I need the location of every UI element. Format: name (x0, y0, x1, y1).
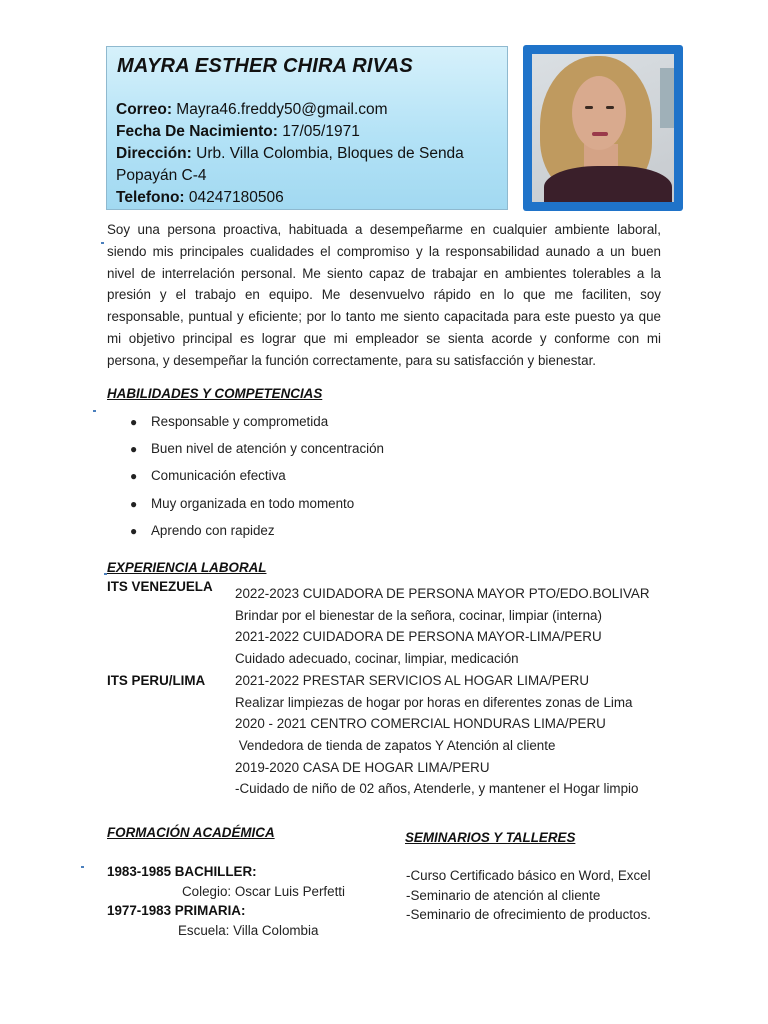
skill-text: Comunicación efectiva (151, 468, 286, 484)
seminars-title: SEMINARIOS Y TALLERES (405, 830, 576, 845)
photo-background-shelf (660, 68, 674, 128)
experience-line: Vendedora de tienda de zapatos Y Atención al cliente (235, 737, 556, 753)
candidate-name: MAYRA ESTHER CHIRA RIVAS (117, 55, 413, 77)
birthdate-label: Fecha De Nacimiento: (116, 123, 278, 140)
bullet-icon: ● (130, 415, 138, 429)
margin-marker (101, 242, 104, 244)
phone-row (116, 187, 464, 209)
header-contact-box (106, 46, 508, 210)
experience-org-peru: ITS PERU/LIMA (107, 673, 206, 688)
seminar-item: -Seminario de ofrecimiento de productos. (406, 907, 651, 922)
seminar-item: -Seminario de atención al cliente (406, 887, 601, 903)
experience-line: 2021-2022 PRESTAR SERVICIOS AL HOGAR LIMA/PERU (235, 672, 589, 688)
experience-title: EXPERIENCIA LABORAL (107, 560, 267, 575)
education-title: FORMACIÓN ACADÉMICA (107, 825, 275, 840)
education-degree: 1977-1983 PRIMARIA: (107, 903, 246, 918)
experience-line: Brindar por el bienestar de la señora, cocinar, limpiar (interna) (235, 607, 602, 623)
margin-marker (104, 573, 107, 575)
experience-line: 2022-2023 CUIDADORA DE PERSONA MAYOR PTO/EDO.BOLIVAR (235, 586, 650, 601)
email-row (116, 99, 464, 121)
skill-text: Aprendo con rapidez (151, 522, 275, 538)
address-value: Urb. Villa Colombia, Bloques de Senda (196, 145, 464, 162)
experience-line: 2021-2022 CUIDADORA DE PERSONA MAYOR-LIMA/PERU (235, 629, 602, 645)
bullet-icon: ● (130, 523, 138, 538)
experience-list (235, 583, 650, 800)
skill-item (130, 412, 384, 439)
skill-item (130, 494, 384, 521)
contact-details (116, 99, 464, 209)
address-row-2 (116, 165, 464, 187)
photo-left-eye (585, 106, 593, 109)
skill-text: Buen nivel de atención y concentración (151, 441, 385, 457)
phone-label: Telefono: (116, 189, 185, 206)
photo-mouth (592, 132, 608, 136)
skills-title: HABILIDADES Y COMPETENCIAS (107, 386, 323, 401)
bullet-icon: ● (130, 442, 138, 457)
profile-photo-frame (523, 45, 683, 211)
experience-line: 2020 - 2021 CENTRO COMERCIAL HONDURAS LIMA/PERU (235, 716, 606, 732)
email-value: Mayra46.freddy50@gmail.com (176, 101, 388, 118)
education-degree: 1983-1985 BACHILLER: (107, 864, 257, 879)
address-value-2: Popayán C-4 (116, 167, 207, 184)
profile-summary: Soy una persona proactiva, habituada a desempeñarme en cualquier ambiente laboral, siendo mis principales cualidades el compromiso y la responsabilidad aunado a un buen nivel de interrelación personal. Me siento capaz de trabajar en ambientes tolerables a la presión y el trabajo en equipo. Me desenvuelvo rápido en lo que me faciliten, soy responsable, puntual y eficiente; por lo tanto me siento capacitada para este puesto ya que mi objetivo principal es lograr que mi empleador se sienta acorde y conforme con mi persona, y desempeñar la función correctamente, para su satisfacción y bienestar. (107, 222, 661, 368)
seminars-list (406, 866, 651, 925)
birthdate-value: 17/05/1971 (282, 123, 360, 140)
address-row (116, 143, 464, 165)
photo-face (572, 76, 626, 150)
margin-marker (93, 410, 96, 412)
education-list (107, 862, 345, 940)
photo-right-eye (606, 106, 614, 109)
experience-line: 2019-2020 CASA DE HOGAR LIMA/PERU (235, 759, 490, 775)
margin-marker (81, 866, 84, 868)
education-school: Escuela: Villa Colombia (178, 922, 319, 938)
photo-shirt (544, 166, 672, 202)
education-school: Colegio: Oscar Luis Perfetti (182, 883, 345, 899)
birthdate-row (116, 121, 464, 143)
experience-line: Cuidado adecuado, cocinar, limpiar, medicación (235, 651, 519, 667)
skill-item (130, 439, 384, 466)
bullet-icon: ● (130, 469, 138, 484)
experience-org-venezuela: ITS VENEZUELA (107, 579, 213, 594)
skill-text: Muy organizada en todo momento (151, 495, 355, 511)
phone-value: 04247180506 (188, 189, 284, 206)
bullet-icon: ● (130, 496, 138, 511)
address-label: Dirección: (116, 145, 192, 162)
experience-line: Realizar limpiezas de hogar por horas en diferentes zonas de Lima (235, 694, 633, 710)
skill-text: Responsable y comprometida (151, 414, 329, 429)
experience-line: -Cuidado de niño de 02 años, Atenderle, y mantener el Hogar limpio (235, 781, 639, 797)
profile-photo (532, 54, 674, 202)
seminar-item: -Curso Certificado básico en Word, Excel (406, 868, 651, 883)
email-label: Correo: (116, 101, 172, 118)
skill-item (130, 521, 384, 548)
skills-list (130, 412, 384, 548)
skill-item (130, 466, 384, 493)
